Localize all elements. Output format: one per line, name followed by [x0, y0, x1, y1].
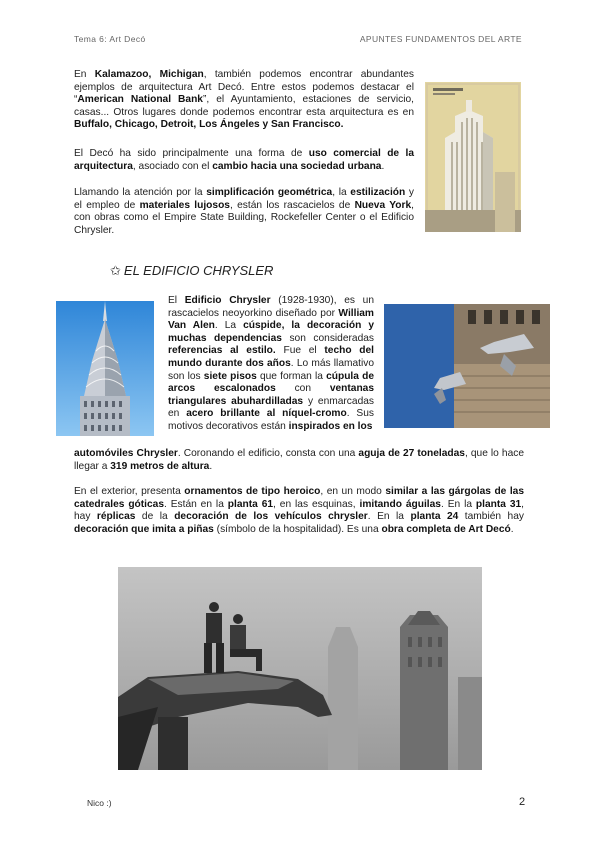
paragraph-chrysler-spire: automóviles Chrysler. Coronando el edificio, consta con una aguja de 27 toneladas, que lo hace llegar a 319 metros de altura. — [74, 448, 524, 472]
section-heading-chrysler: ✩ EL EDIFICIO CHRYSLER — [110, 263, 274, 278]
chrysler-spire-image — [56, 301, 154, 436]
page-number: 2 — [519, 796, 526, 808]
workers-on-gargoyle-photo — [118, 567, 482, 770]
chrysler-eagle-gargoyle-image — [384, 304, 550, 428]
paragraph-kalamazoo: En Kalamazoo, Michigan, también podemos encontrar abundantes ejemplos de arquitectura Art Decó. Entre estos podemos destacar el “American National Bank”, el Ayuntamiento, estaciones de servicio, casas... Otros lugares donde podemos encontrar esta arquitectura es en Buffalo, Chicago, Detroit, Los Ángeles y San Francisco. — [74, 69, 415, 131]
paragraph-new-york: Llamando la atención por la simplificación geométrica, la estilización y el empleo de materiales lujosos, están los rascacielos de Nueva York, con obras como el Empire State Building, Rockefeller Center o el Edificio Chrysler. — [74, 187, 414, 236]
header-right: APUNTES FUNDAMENTOS DEL ARTE — [359, 34, 522, 44]
american-national-bank-postcard-image — [425, 82, 521, 232]
star-icon: ✩ — [110, 263, 121, 278]
footer-author: Nico :) — [87, 798, 112, 808]
paragraph-chrysler-description: El Edificio Chrysler (1928-1930), es un rascacielos neoyorkino diseñado por William Van Alen. La cúspide, la decoración y muchas dependencias son consideradas referencias al estilo. Fue el techo del mundo durante dos años. Lo más llamativo son los siete pisos que forman la cúpula de arcos escalonados con ventanas triangulares abuhardilladas y enmarcadas en acero brillante al níquel-cromo. Sus motivos decorativos están inspirados en los — [168, 295, 374, 432]
header-left: Tema 6: Art Decó — [74, 34, 146, 44]
paragraph-deco-commercial: El Decó ha sido principalmente una forma de uso comercial de la arquitectura, asociado con el cambio hacia una sociedad urbana. — [74, 148, 414, 172]
paragraph-chrysler-exterior: En el exterior, presenta ornamentos de tipo heroico, en un modo similar a las gárgolas de las catedrales góticas. Están en la planta 61, en las esquinas, imitando águilas. En la planta 31, hay réplicas de la decoración de los vehículos chrysler. En la planta 24 también hay decoración que imita a piñas (símbolo de la hospitalidad). Es una obra completa de Art Decó. — [74, 486, 524, 535]
